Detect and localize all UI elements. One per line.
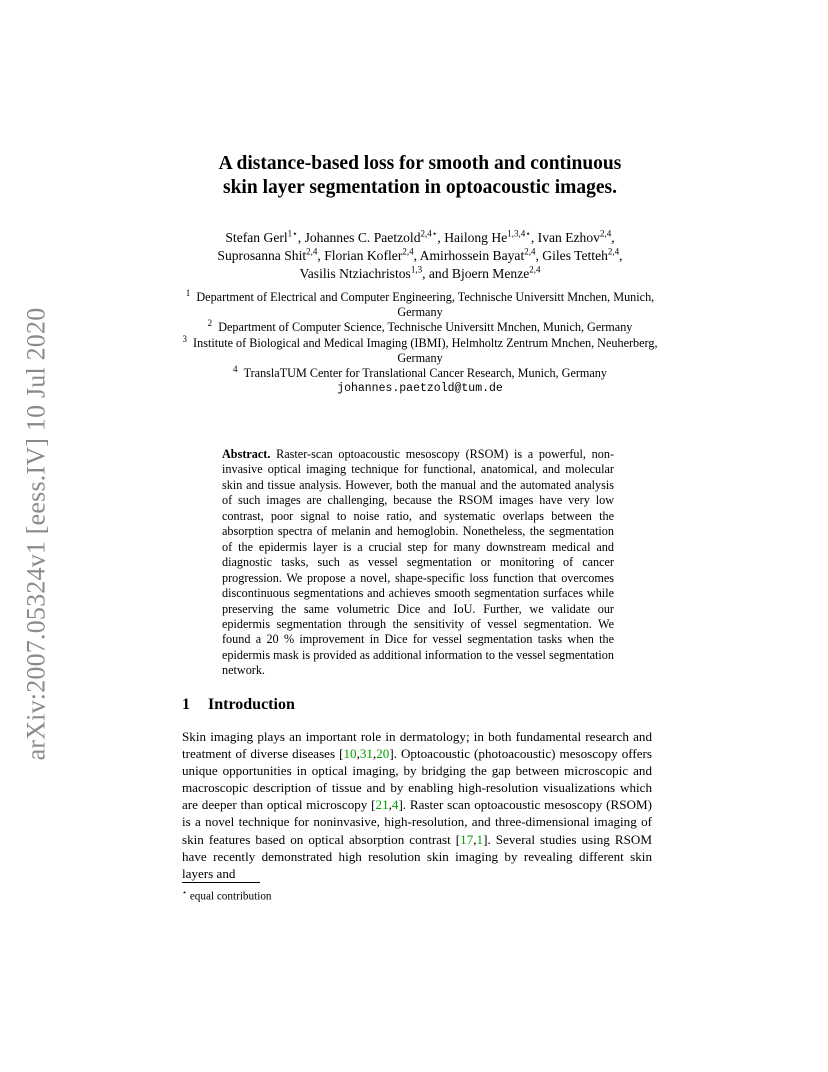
affiliation-list (170, 287, 670, 396)
footnote-mark: ⋆ (182, 888, 188, 897)
author-separator: , (413, 248, 420, 263)
affiliation (170, 333, 670, 366)
author-name: Vasilis Ntziachristos (299, 266, 411, 281)
author-name: Johannes C. Paetzold (304, 230, 421, 245)
intro-text: ]. Optoacoustic (photoacoustic) mesoscopy offers unique opportunities in optical imaging, by bridging the gap between microscopic and macroscopic description of tissue and by enabling high-resolution visualizations which are deeper than optical microscopy [ (182, 746, 652, 813)
author-list (170, 229, 670, 283)
author-name: Amirhossein Bayat (419, 248, 525, 263)
intro-text: Skin imaging plays an important role in dermatology; in both fundamental research and treatment of diverse diseases [ (182, 729, 652, 762)
intro-text: ]. Raster scan optoacoustic mesoscopy (RSOM) is a novel technique for noninvasive, high-resolution, and three-dimensional imaging of skin features based on optical absorption contrast [ (182, 797, 652, 847)
author-affiliation-mark: 1,3 (410, 264, 423, 275)
author-name: Ivan Ezhov (537, 230, 600, 245)
citation-separator: , (372, 746, 377, 762)
affiliation-text: TranslaTUM Center for Translational Cancer Research, Munich, Germany (243, 366, 607, 381)
footnote-text: equal contribution (187, 890, 272, 903)
abstract-heading: Abstract. (222, 447, 271, 461)
author-name: Stefan Gerl (225, 230, 288, 245)
affiliation-number: 4 (233, 363, 238, 374)
author-separator: , and (422, 266, 452, 281)
author-separator: , (619, 248, 623, 263)
title-line-1: A distance-based loss for smooth and continuous (218, 153, 622, 174)
citation-separator: , (356, 746, 360, 762)
author-separator: , (437, 230, 445, 245)
author-affiliation-mark: 1⋆ (287, 228, 298, 239)
section-title: Introduction (208, 696, 295, 713)
author-name: Suprosanna Shit (217, 248, 307, 263)
citation-separator: , (473, 831, 477, 847)
author-name: Florian Kofler (324, 248, 403, 263)
citation-link[interactable]: 20 (376, 746, 390, 762)
author-name: Hailong He (444, 230, 508, 245)
section-heading (182, 696, 295, 714)
citation-link[interactable]: 17 (460, 831, 474, 847)
author-separator: , (530, 230, 538, 245)
affiliation-text: Department of Electrical and Computer Engineering, Technische Universitt Mnchen, Munich, Germany (196, 290, 655, 320)
author-affiliation-mark: 2,4 (524, 246, 536, 257)
author-affiliation-mark: 2,4 (529, 264, 541, 275)
author-separator: , (611, 230, 615, 245)
author-name: Giles Tetteh (542, 248, 608, 263)
affiliation-number: 2 (207, 318, 213, 329)
author-separator: , (317, 248, 325, 263)
author-affiliation-mark: 2,4 (306, 246, 318, 257)
footnote (182, 886, 272, 904)
intro-paragraph (182, 728, 652, 882)
affiliation (170, 320, 670, 335)
author-name: Bjoern Menze (451, 266, 530, 281)
author-affiliation-mark: 2,4⋆ (420, 228, 438, 239)
author-affiliation-mark: 2,4 (607, 246, 620, 257)
affiliation (170, 287, 670, 320)
paper-title (150, 152, 690, 200)
intro-text: ]. Several studies using RSOM have recently demonstrated high resolution skin imaging by revealing different skin layers and (182, 831, 652, 881)
affiliation (170, 363, 670, 381)
citation-link[interactable]: 10 (343, 746, 357, 762)
affiliation-text: Institute of Biological and Medical Imaging (IBMI), Helmholtz Zentrum Mnchen, Neuherberg, Germany (193, 335, 658, 365)
section-number: 1 (182, 696, 190, 713)
citation-link[interactable]: 21 (375, 797, 389, 813)
citation-link[interactable]: 31 (359, 746, 373, 762)
contact-email[interactable]: johannes.paetzold@tum.de (337, 382, 503, 396)
affiliation-number: 1 (185, 287, 191, 298)
footnote-rule (182, 882, 260, 883)
author-affiliation-mark: 2,4 (599, 228, 612, 239)
abstract-text: Raster-scan optoacoustic mesoscopy (RSOM) is a powerful, non-invasive optical imaging technique for functional, anatomical, and molecular skin and tissue analysis. However, both the manual and the automated analysis of such images are challenging, because the RSOM images have very low contrast, poor signal to noise ratio, and systematic overlaps between the absorption spectra of melanin and hemoglobin. Nonetheless, the segmentation of the epidermis layer is a crucial step for many downstream medical and diagnostic tasks, such as vessel segmentation or monitoring of cancer progression. We propose a novel, shape-specific loss function that overcomes discontinuous segmentations and achieves smooth segmentation surfaces while preserving the same volumetric Dice and IoU. Further, we validate our epidermis segmentation through the sensitivity of vessel segmentation. We found a 20 % improvement in Dice for vessel segmentation tasks when the epidermis mask is provided as additional information to the vessel segmentation network. (222, 447, 615, 678)
citation-separator: , (388, 797, 392, 813)
title-line-2: skin layer segmentation in optoacoustic images. (223, 177, 617, 198)
affiliation-text: Department of Computer Science, Technische Universitt Mnchen, Munich, Germany (218, 320, 633, 335)
arxiv-identifier: arXiv:2007.05324v1 [eess.IV] 10 Jul 2020 (21, 307, 50, 761)
citation-link[interactable]: 4 (391, 797, 399, 813)
author-separator: , (297, 230, 305, 245)
author-affiliation-mark: 2,4 (402, 246, 414, 257)
affiliation-number: 3 (182, 333, 187, 344)
citation-link[interactable]: 1 (476, 831, 484, 847)
author-affiliation-mark: 1,3,4⋆ (507, 228, 531, 239)
author-separator: , (535, 248, 543, 263)
abstract (222, 447, 614, 679)
